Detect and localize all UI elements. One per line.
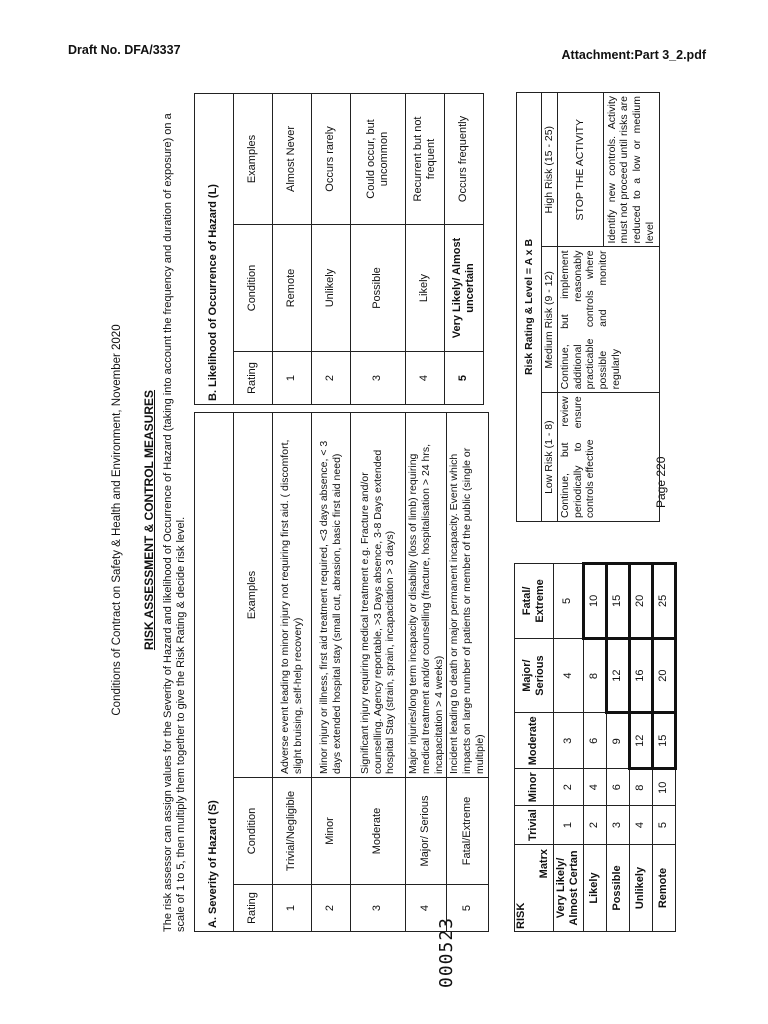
matrix-cell: 8 [629,769,652,806]
likelihood-examples: Occurs frequently [445,94,484,225]
likelihood-examples: Recurrent but not frequent [406,94,445,225]
matrix-cell: 15 [652,713,675,769]
matrix-cell: 5 [554,564,584,639]
likelihood-examples: Almost Never [273,94,312,225]
matrix-cell: 4 [583,769,606,806]
matrix-cell: 12 [606,638,629,713]
matrix-col-header: Moderate [515,713,554,769]
likelihood-condition: Remote [273,225,312,352]
matrix-row [629,564,652,932]
likelihood-condition: Unlikely [312,225,351,352]
risk-action-medium: Continue, but implement additional reasonably practicable controls where possible and monitor regularly [557,247,659,393]
severity-row [312,413,351,932]
likelihood-examples: Could occur, but uncommon [351,94,406,225]
severity-condition: Minor [312,778,351,885]
severity-rating: 5 [447,885,488,932]
matrix-cell: 3 [606,806,629,845]
severity-row [406,413,447,932]
page-number: Page 220 [654,456,668,508]
matrix-cell: 5 [652,806,675,845]
likelihood-examples: Occurs rarely [312,94,351,225]
severity-examples: Major injuries/long term incapacity or disability (loss of limb) requiring medical treatment and/or counselling (fracture, hospitalisation > 24 hrs, incapacitation > 4 weeks) [406,413,447,778]
matrix-cell: 9 [606,713,629,769]
matrix-row-label: Possible [606,845,629,932]
matrix-cell: 6 [583,713,606,769]
severity-condition: Trivial/Negligible [273,778,312,885]
likelihood-rating: 5 [445,352,484,405]
likelihood-rating: 3 [351,352,406,405]
likelihood-row [406,94,445,405]
matrix-corner-risk: RISK [515,902,527,929]
matrix-col-header: Fatal/ Extreme [515,564,554,639]
severity-header-rating: Rating [234,885,273,932]
risk-action-high-detail: Identify new controls. Activity must not proceed until risks are reduced to a low or medium level [605,96,656,244]
matrix-cell: 12 [629,713,652,769]
intro-paragraph: The risk assessor can assign values for the Severity of Hazard and likelihood of Occurrence of Hazard (taking into account the frequency and duration of exposure) on a scale of 1 to 5, then multiply them together to give the Risk Rating & decide risk level. [162,113,188,932]
severity-header-condition: Condition [234,778,273,885]
matrix-cell: 20 [652,638,675,713]
matrix-col-header: Minor [515,769,554,806]
severity-row [447,413,488,932]
likelihood-row [445,94,484,405]
severity-header-examples: Examples [234,413,273,778]
severity-examples: Incident leading to death or major permanent incapacity. Event which impacts on large number of patients or member of the public (single or multiple) [447,413,488,778]
severity-row [351,413,406,932]
register-number: 000523 [436,916,457,988]
likelihood-condition: Very Likely/ Almost uncertain [445,225,484,352]
matrix-row-label: Unlikely [629,845,652,932]
matrix-cell: 4 [629,806,652,845]
matrix-cell: 10 [583,564,606,639]
severity-rating: 3 [351,885,406,932]
section-heading: RISK ASSESSMENT & CONTROL MEASURES [142,389,156,651]
risk-action-high-cell [557,93,659,247]
likelihood-title: B. Likelihood of Occurrence of Hazard (L) [195,94,234,405]
document-title: Conditions of Contract on Safety & Health and Environment, November 2020 [111,324,123,716]
risk-level-medium: Medium Risk (9 - 12) [542,247,558,393]
severity-title: A. Severity of Hazard (S) [195,413,234,932]
severity-condition: Fatal/Extreme [447,778,488,885]
matrix-cell: 25 [652,564,675,639]
likelihood-rating: 1 [273,352,312,405]
matrix-corner-matrx: Matrx [537,849,550,879]
likelihood-condition: Likely [406,225,445,352]
likelihood-header-examples: Examples [234,94,273,225]
likelihood-row [273,94,312,405]
matrix-corner [515,845,554,932]
matrix-cell: 10 [652,769,675,806]
likelihood-table [194,93,484,405]
severity-examples: Adverse event leading to minor injury not requiring first aid. ( discomfort, slight bruising, self-help recovery) [273,413,312,778]
severity-condition: Major/ Serious [406,778,447,885]
likelihood-row [351,94,406,405]
matrix-row-label: Remote [652,845,675,932]
likelihood-rating: 4 [406,352,445,405]
matrix-cell: 20 [629,564,652,639]
risk-level-low: Low Risk (1 - 8) [542,393,558,522]
severity-table [194,412,489,932]
matrix-cell: 8 [583,638,606,713]
risk-action-high: STOP THE ACTIVITY [558,93,604,246]
matrix-row [606,564,629,932]
matrix-row-label: Likely [583,845,606,932]
severity-rating: 4 [406,885,447,932]
matrix-cell: 4 [554,638,584,713]
severity-rating: 2 [312,885,351,932]
risk-action-low: Continue, but review periodically to ensure controls effective [557,393,659,522]
matrix-cell: 6 [606,769,629,806]
likelihood-header-condition: Condition [234,225,273,352]
matrix-cell: 3 [554,713,584,769]
likelihood-condition: Possible [351,225,406,352]
matrix-row [583,564,606,932]
likelihood-row [312,94,351,405]
risk-matrix [514,562,677,932]
matrix-row [652,564,675,932]
matrix-cell: 15 [606,564,629,639]
attachment-label: Attachment:Part 3_2.pdf [561,48,706,62]
matrix-row-label: Very Likely/ Almost Certan [554,845,584,932]
matrix-col-header: Trivial [515,806,554,845]
matrix-cell: 2 [554,769,584,806]
severity-condition: Moderate [351,778,406,885]
matrix-cell: 16 [629,638,652,713]
matrix-row [554,564,584,932]
severity-examples: Minor injury or illness, first aid treatment required, <3 days absence, < 3 days extended hospital stay (small cut, abrasion, basic first aid need) [312,413,351,778]
risk-level-high: High Risk (15 - 25) [542,93,558,247]
severity-examples: Significant injury requiring medical treatment e.g. Fracture and/or counselling. Agency reportable, >3 Days absence, 3-8 Days extended hospital Stay (strain, sprain, incapacitation > 3 days) [351,413,406,778]
likelihood-header-rating: Rating [234,352,273,405]
severity-rating: 1 [273,885,312,932]
matrix-col-header: Major/ Serious [515,638,554,713]
likelihood-rating: 2 [312,352,351,405]
draft-number: Draft No. DFA/3337 [68,43,181,57]
matrix-cell: 2 [583,806,606,845]
severity-row [273,413,312,932]
matrix-cell: 1 [554,806,584,845]
risk-rating-title: Risk Rating & Level = A x B [517,93,542,522]
risk-rating-table [516,92,660,522]
